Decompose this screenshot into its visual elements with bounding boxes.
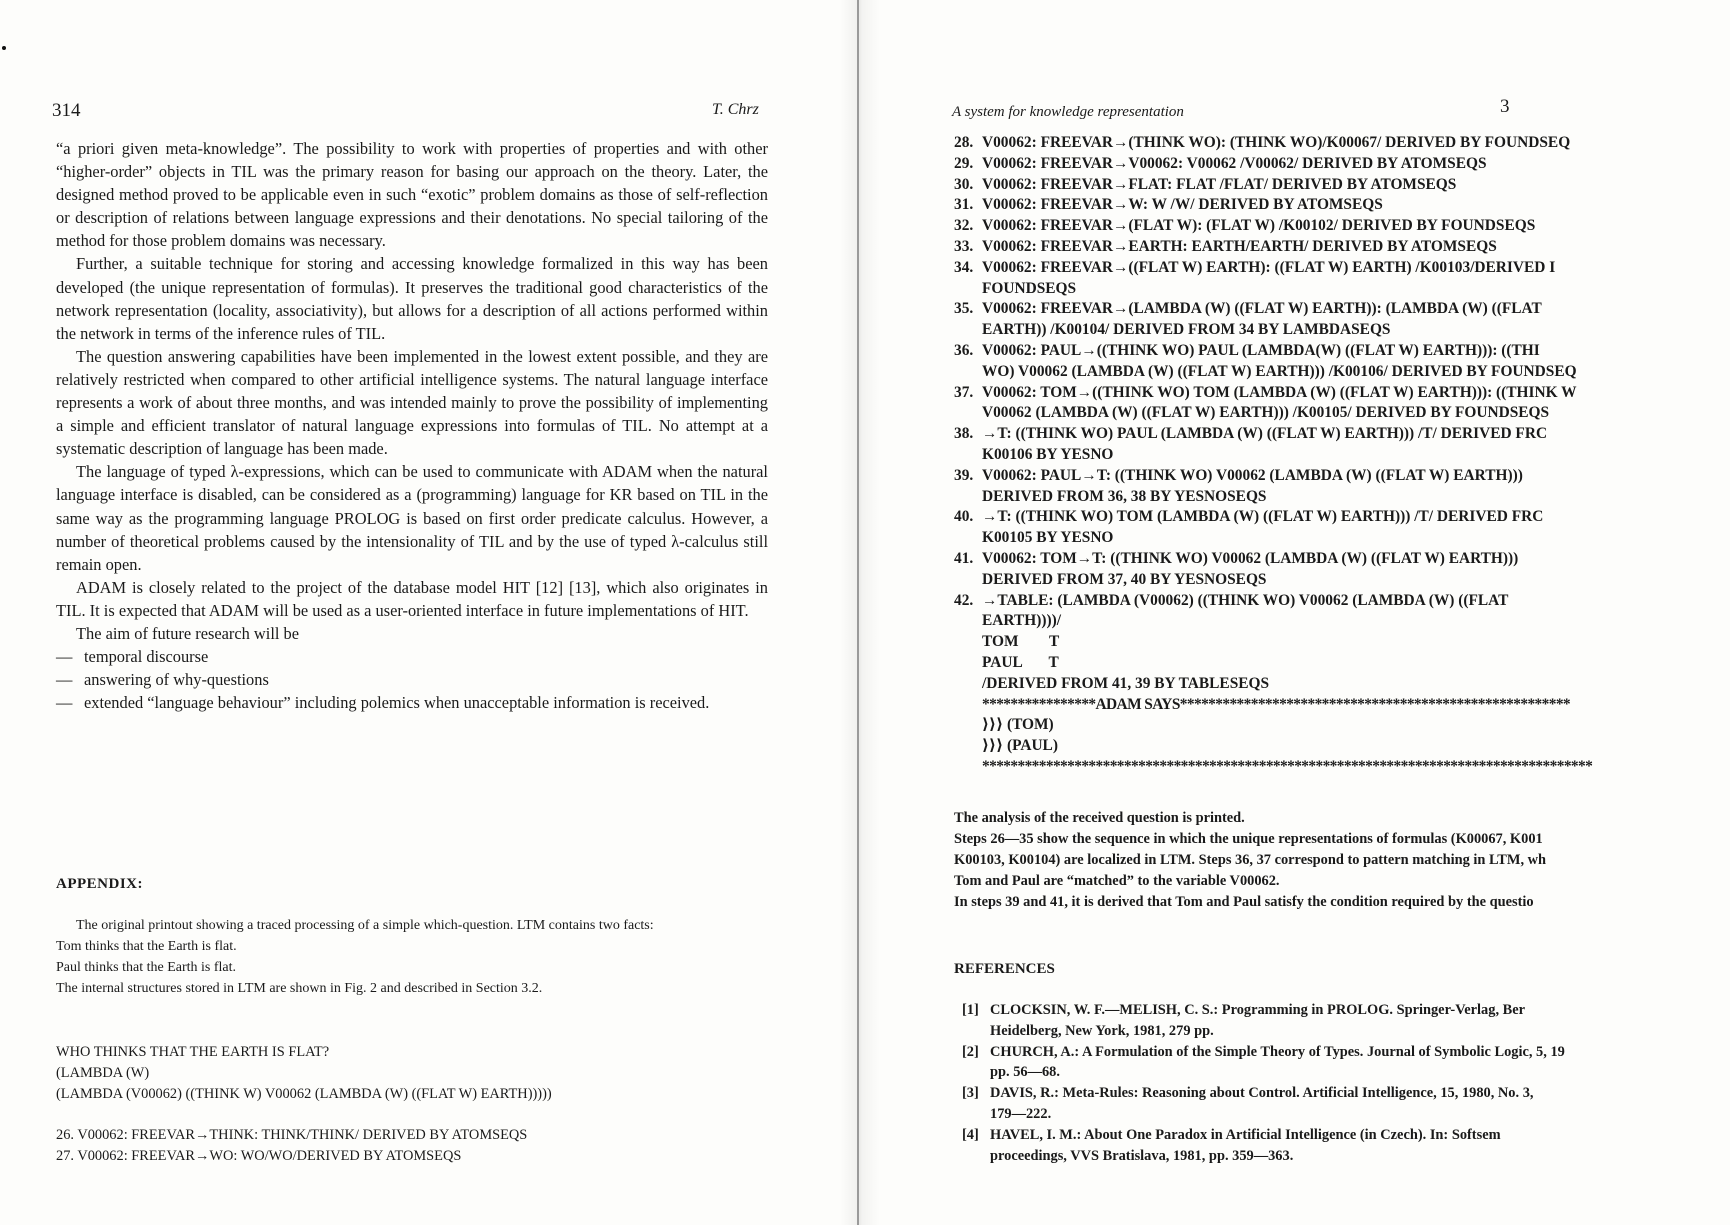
left-body-text — [56, 137, 768, 714]
stars-divider: ************************************************************************************** — [982, 757, 1593, 775]
query-line: (LAMBDA (V00062) ((THINK W) V00062 (LAMBDA (W) ((FLAT W) EARTH))))) — [56, 1086, 552, 1102]
trace-step-number: 40. — [954, 508, 974, 526]
query-line: (LAMBDA (W) — [56, 1065, 150, 1081]
trace-step — [954, 299, 1730, 320]
reference-number: [2] — [962, 1043, 979, 1060]
book-gutter — [857, 0, 859, 1225]
reference-line: Heidelberg, New York, 1981, 279 pp. — [990, 1022, 1214, 1039]
paragraph: “a priori given meta-knowledge”. The possibility to work with properties of properties and with other “higher-order” objects in TIL was the primary reason for basing our approach on the theory. Later, the designed method proved to be applicable even in such “exotic” problem domains as those of self-reflection or description of relations between language expressions and their denotations. No special tailoring of the method for those problem domains was necessary. — [56, 139, 768, 251]
trace-step — [954, 175, 1730, 196]
trace-step-number: 41. — [954, 549, 974, 567]
trace-step-text: V00062: PAUL→T: ((THINK WO) V00062 (LAMBDA (W) ((FLAT W) EARTH))) — [982, 466, 1523, 484]
trace-step-continuation: WO) V00062 (LAMBDA (W) ((FLAT W) EARTH))) /K00106/ DERIVED BY FOUNDSEQ — [982, 362, 1577, 380]
trace-step-text: V00062: TOM→T: ((THINK WO) V00062 (LAMBDA (W) ((FLAT W) EARTH))) — [982, 549, 1519, 567]
trace-step — [954, 383, 1730, 404]
trace-step-number: 29. — [954, 154, 974, 172]
analysis-line: Steps 26—35 show the sequence in which the unique representations of formulas (K00067, K001 — [954, 831, 1543, 847]
trace-step-continuation: K00106 BY YESNO — [982, 445, 1114, 463]
trace-step-number: 36. — [954, 341, 974, 359]
paragraph: The aim of future research will be — [76, 623, 299, 643]
trace-step-number: 37. — [954, 383, 974, 401]
trace-step-number: 39. — [954, 466, 974, 484]
trace-step-text: V00062: TOM→((THINK WO) TOM (LAMBDA (W) ((FLAT W) EARTH))): ((THINK W — [982, 383, 1577, 401]
reference-line: CHURCH, A.: A Formulation of the Simple Theory of Types. Journal of Symbolic Logic, 5, 19 — [990, 1043, 1565, 1060]
trace-step — [954, 549, 1730, 570]
reference-line: pp. 56—68. — [990, 1064, 1060, 1081]
trace-step-text: →T: ((THINK WO) TOM (LAMBDA (W) ((FLAT W) EARTH))) /T/ DERIVED FRC — [982, 508, 1544, 526]
reference-line: DAVIS, R.: Meta-Rules: Reasoning about Control. Artificial Intelligence, 15, 1980, No. 3, — [990, 1085, 1534, 1102]
trace-step-number: 35. — [954, 300, 974, 318]
appendix-title: APPENDIX: — [56, 876, 143, 892]
trace-step-number: 30. — [954, 175, 974, 193]
trace-step-continuation: EARTH))))/ — [982, 612, 1061, 630]
trace-step — [954, 258, 1730, 279]
reference-item — [962, 1000, 1730, 1042]
trace-step-text: →TABLE: (LAMBDA (V00062) ((THINK WO) V00062 (LAMBDA (W) ((FLAT — [982, 591, 1509, 609]
list-dash: — — [56, 647, 73, 667]
appendix-text — [56, 915, 768, 999]
trace-step-text: →T: ((THINK WO) PAUL (LAMBDA (W) ((FLAT W) EARTH))) /T/ DERIVED FRC — [982, 425, 1548, 443]
trace-step — [954, 133, 1730, 154]
trace-step-continuation: V00062 (LAMBDA (W) ((FLAT W) EARTH))) /K00105/ DERIVED BY FOUNDSEQS — [982, 404, 1550, 422]
list-item-text: temporal discourse — [84, 647, 209, 667]
trace-step-text: V00062: PAUL→((THINK WO) PAUL (LAMBDA(W) ((FLAT W) EARTH))): ((THI — [982, 341, 1540, 359]
trace-line: 26. V00062: FREEVAR→THINK: THINK/THINK/ DERIVED BY ATOMSEQS — [56, 1127, 528, 1143]
scan-speck — [2, 46, 6, 50]
reference-item — [962, 1042, 1730, 1084]
trace-step — [954, 591, 1730, 612]
right-running-head: A system for knowledge representation — [952, 104, 1184, 120]
trace-step-continuation: EARTH)) /K00104/ DERIVED FROM 34 BY LAMBDASEQS — [982, 321, 1391, 339]
appendix-line: The internal structures stored in LTM are shown in Fig. 2 and described in Section 3.2. — [56, 981, 543, 996]
trace-step-text: V00062: FREEVAR→W: W /W/ DERIVED BY ATOMSEQS — [982, 196, 1383, 214]
reference-line: 179—222. — [990, 1105, 1052, 1122]
trace-step-text: V00062: FREEVAR→(FLAT W): (FLAT W) /K00102/ DERIVED BY FOUNDSEQS — [982, 217, 1536, 235]
right-page — [862, 0, 1730, 1225]
analysis-text — [954, 808, 1730, 913]
right-page-number: 3 — [1500, 96, 1510, 117]
reference-number: [3] — [962, 1085, 979, 1102]
analysis-line: In steps 39 and 41, it is derived that Tom and Paul satisfy the condition required by the questio — [954, 894, 1534, 910]
left-page-number: 314 — [52, 100, 81, 121]
reference-number: [4] — [962, 1126, 979, 1143]
trace-step-text: V00062: FREEVAR→EARTH: EARTH/EARTH/ DERIVED BY ATOMSEQS — [982, 237, 1497, 255]
reference-number: [1] — [962, 1002, 979, 1018]
paragraph: Further, a suitable technique for storing and accessing knowledge formalized in this way has been developed (the unique representation of formulas). It preserves the traditional good characteristics of the network representation (locality, associativity), but allows for a description of all actions performed within the network in terms of the inference rules of TIL. — [56, 254, 768, 343]
list-dash: — — [56, 693, 73, 713]
trace-step-text: V00062: FREEVAR→V00062: V00062 /V00062/ DERIVED BY ATOMSEQS — [982, 154, 1487, 172]
trace-line: 27. V00062: FREEVAR→WO: WO/WO/DERIVED BY ATOMSEQS — [56, 1148, 462, 1164]
list-item — [56, 668, 768, 691]
list-item-text: answering of why-questions — [84, 670, 269, 690]
trace-step-number: 42. — [954, 591, 974, 609]
trace-step-number: 31. — [954, 196, 974, 214]
paragraph: The question answering capabilities have been implemented in the lowest extent possible, and they are relatively restricted when compared to other artificial intelligence systems. The natural language interface represents a work of about three months, and was intended mainly to prove the possibility of implementing a simple and efficient translator of natural language expressions into formulas of TIL. No attempt at a systematic description of language has been made. — [56, 346, 768, 459]
appendix-line: The original printout showing a traced processing of a simple which-question. LTM contains two facts: — [76, 918, 654, 933]
appendix-line: Tom thinks that the Earth is flat. — [56, 939, 237, 954]
answer-line: ⟩⟩⟩ (PAUL) — [982, 737, 1058, 755]
analysis-line: Tom and Paul are “matched” to the variable V00062. — [954, 873, 1280, 889]
table-row: TOM T — [982, 633, 1060, 651]
list-item — [56, 645, 768, 668]
trace-step-number: 34. — [954, 258, 974, 276]
trace-step — [954, 216, 1730, 237]
table-row: PAUL T — [982, 653, 1059, 671]
reference-line: proceedings, VVS Bratislava, 1981, pp. 359—363. — [990, 1147, 1294, 1164]
analysis-line: The analysis of the received question is printed. — [954, 810, 1245, 826]
trace-step-number: 28. — [954, 134, 974, 151]
left-page — [0, 0, 855, 1225]
trace-step-continuation: K00105 BY YESNO — [982, 529, 1114, 547]
adam-says-banner: ****************ADAM SAYS******************************************************* — [982, 695, 1571, 713]
query-listing — [56, 1042, 816, 1105]
left-trace-listing — [56, 1125, 816, 1167]
right-trace-listing — [954, 133, 1730, 778]
answer-line: ⟩⟩⟩ (TOM) — [982, 716, 1054, 734]
trace-step-continuation: DERIVED FROM 36, 38 BY YESNOSEQS — [982, 487, 1267, 505]
trace-step-text: V00062: FREEVAR→(THINK WO): (THINK WO)/K00067/ DERIVED BY FOUNDSEQ — [982, 134, 1571, 151]
list-item — [56, 691, 768, 714]
references-list — [962, 1000, 1730, 1166]
trace-step-text: V00062: FREEVAR→FLAT: FLAT /FLAT/ DERIVED BY ATOMSEQS — [982, 175, 1457, 193]
trace-step — [954, 424, 1730, 445]
trace-step — [954, 237, 1730, 258]
reference-line: CLOCKSIN, W. F.—MELISH, C. S.: Programming in PROLOG. Springer-Verlag, Ber — [990, 1002, 1526, 1018]
left-running-head: T. Chrz — [712, 101, 759, 118]
reference-item — [962, 1083, 1730, 1125]
reference-item — [962, 1125, 1730, 1167]
trace-step-number: 38. — [954, 425, 974, 443]
trace-step-number: 32. — [954, 217, 974, 235]
trace-step-continuation: DERIVED FROM 37, 40 BY YESNOSEQS — [982, 570, 1267, 588]
trace-step — [954, 195, 1730, 216]
paragraph: The language of typed λ-expressions, which can be used to communicate with ADAM when the natural language interface is disabled, can be considered as a (programming) language for KR based on TIL in the same way as the programming language PROLOG is based on first order predicate calculus. However, a number of theoretical problems caused by the intensionality of TIL and by the use of typed λ-calculus still remain open. — [56, 462, 768, 574]
analysis-line: K00103, K00104) are localized in LTM. Steps 36, 37 correspond to pattern matching in LTM, wh — [954, 852, 1547, 868]
derived-line: /DERIVED FROM 41, 39 BY TABLESEQS — [982, 674, 1270, 692]
query-line: WHO THINKS THAT THE EARTH IS FLAT? — [56, 1044, 330, 1060]
list-dash: — — [56, 670, 73, 690]
trace-step — [954, 507, 1730, 528]
trace-step-continuation: FOUNDSEQS — [982, 279, 1077, 297]
trace-step-text: V00062: FREEVAR→(LAMBDA (W) ((FLAT W) EARTH)): (LAMBDA (W) ((FLAT — [982, 300, 1542, 318]
trace-step — [954, 154, 1730, 175]
list-item-text: extended “language behaviour” including polemics when unacceptable information is received. — [84, 693, 710, 713]
trace-step-number: 33. — [954, 237, 974, 255]
trace-step — [954, 341, 1730, 362]
appendix-line: Paul thinks that the Earth is flat. — [56, 960, 237, 975]
trace-step — [954, 466, 1730, 487]
paragraph: ADAM is closely related to the project of the database model HIT [12] [13], which also originates in TIL. It is expected that ADAM will be used as a user-oriented interface in future implementations of HIT. — [56, 577, 768, 620]
reference-line: HAVEL, I. M.: About One Paradox in Artificial Intelligence (in Czech). In: Softsem — [990, 1126, 1501, 1143]
references-title: REFERENCES — [954, 961, 1055, 977]
trace-step-text: V00062: FREEVAR→((FLAT W) EARTH): ((FLAT W) EARTH) /K00103/DERIVED I — [982, 258, 1556, 276]
